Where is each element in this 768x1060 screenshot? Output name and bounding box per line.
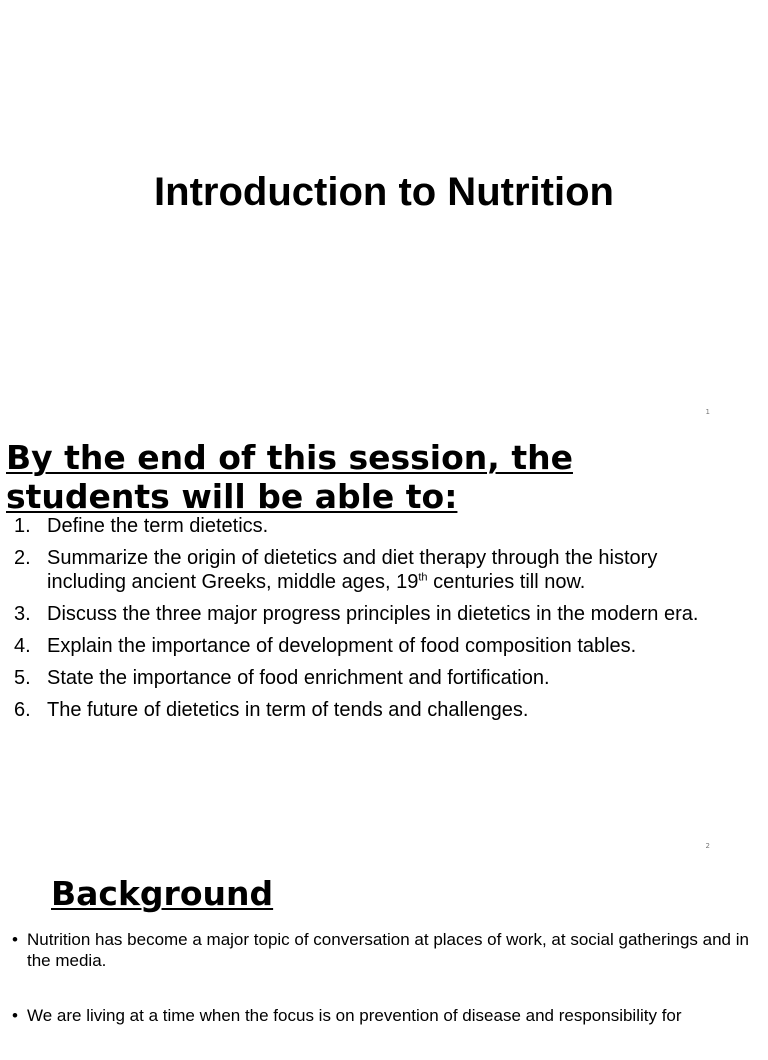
- list-item: [0, 546, 740, 594]
- list-number: 4.: [14, 635, 31, 657]
- list-item: [0, 634, 740, 658]
- list-item-text: The future of dietetics in term of tends and challenges.: [47, 699, 529, 721]
- page-number: 2: [705, 842, 710, 850]
- list-item: [0, 1005, 760, 1026]
- list-item-text: Explain the importance of development of food composition tables.: [47, 635, 637, 657]
- list-item: [0, 698, 740, 722]
- list-number: 6.: [14, 699, 31, 721]
- slide-title: Introduction to Nutrition: [154, 170, 614, 214]
- list-item-text-continued: centuries till now.: [427, 571, 586, 593]
- list-number: 5.: [14, 667, 31, 689]
- list-item-text: Nutrition has become a major topic of conversation at places of work, at social gatherings and in the media.: [27, 930, 749, 970]
- list-item: [0, 602, 740, 626]
- list-number: 1.: [14, 515, 31, 537]
- page-number: 1: [705, 408, 710, 416]
- list-item: [0, 666, 740, 690]
- superscript-suffix: th: [418, 571, 428, 584]
- bullet-icon: •: [12, 930, 18, 949]
- objectives-list: [0, 514, 740, 730]
- list-item-text: Discuss the three major progress principles in dietetics in the modern era.: [47, 603, 699, 625]
- list-number: 3.: [14, 603, 31, 625]
- list-number: 2.: [14, 547, 31, 569]
- background-heading: Background: [51, 874, 274, 913]
- list-item: [0, 929, 760, 971]
- list-item-text: Define the term dietetics.: [47, 515, 269, 537]
- list-item-text: Summarize the origin of dietetics and diet therapy through the history including ancient Greeks, middle ages, 19: [47, 547, 658, 593]
- background-list: [0, 929, 760, 1060]
- objectives-heading: By the end of this session, the students will be able to:: [6, 438, 573, 516]
- list-item-text: State the importance of food enrichment and fortification.: [47, 667, 550, 689]
- list-item-text: We are living at a time when the focus is on prevention of disease and responsibility for: [27, 1006, 682, 1025]
- list-item: [0, 514, 740, 538]
- bullet-icon: •: [12, 1006, 18, 1025]
